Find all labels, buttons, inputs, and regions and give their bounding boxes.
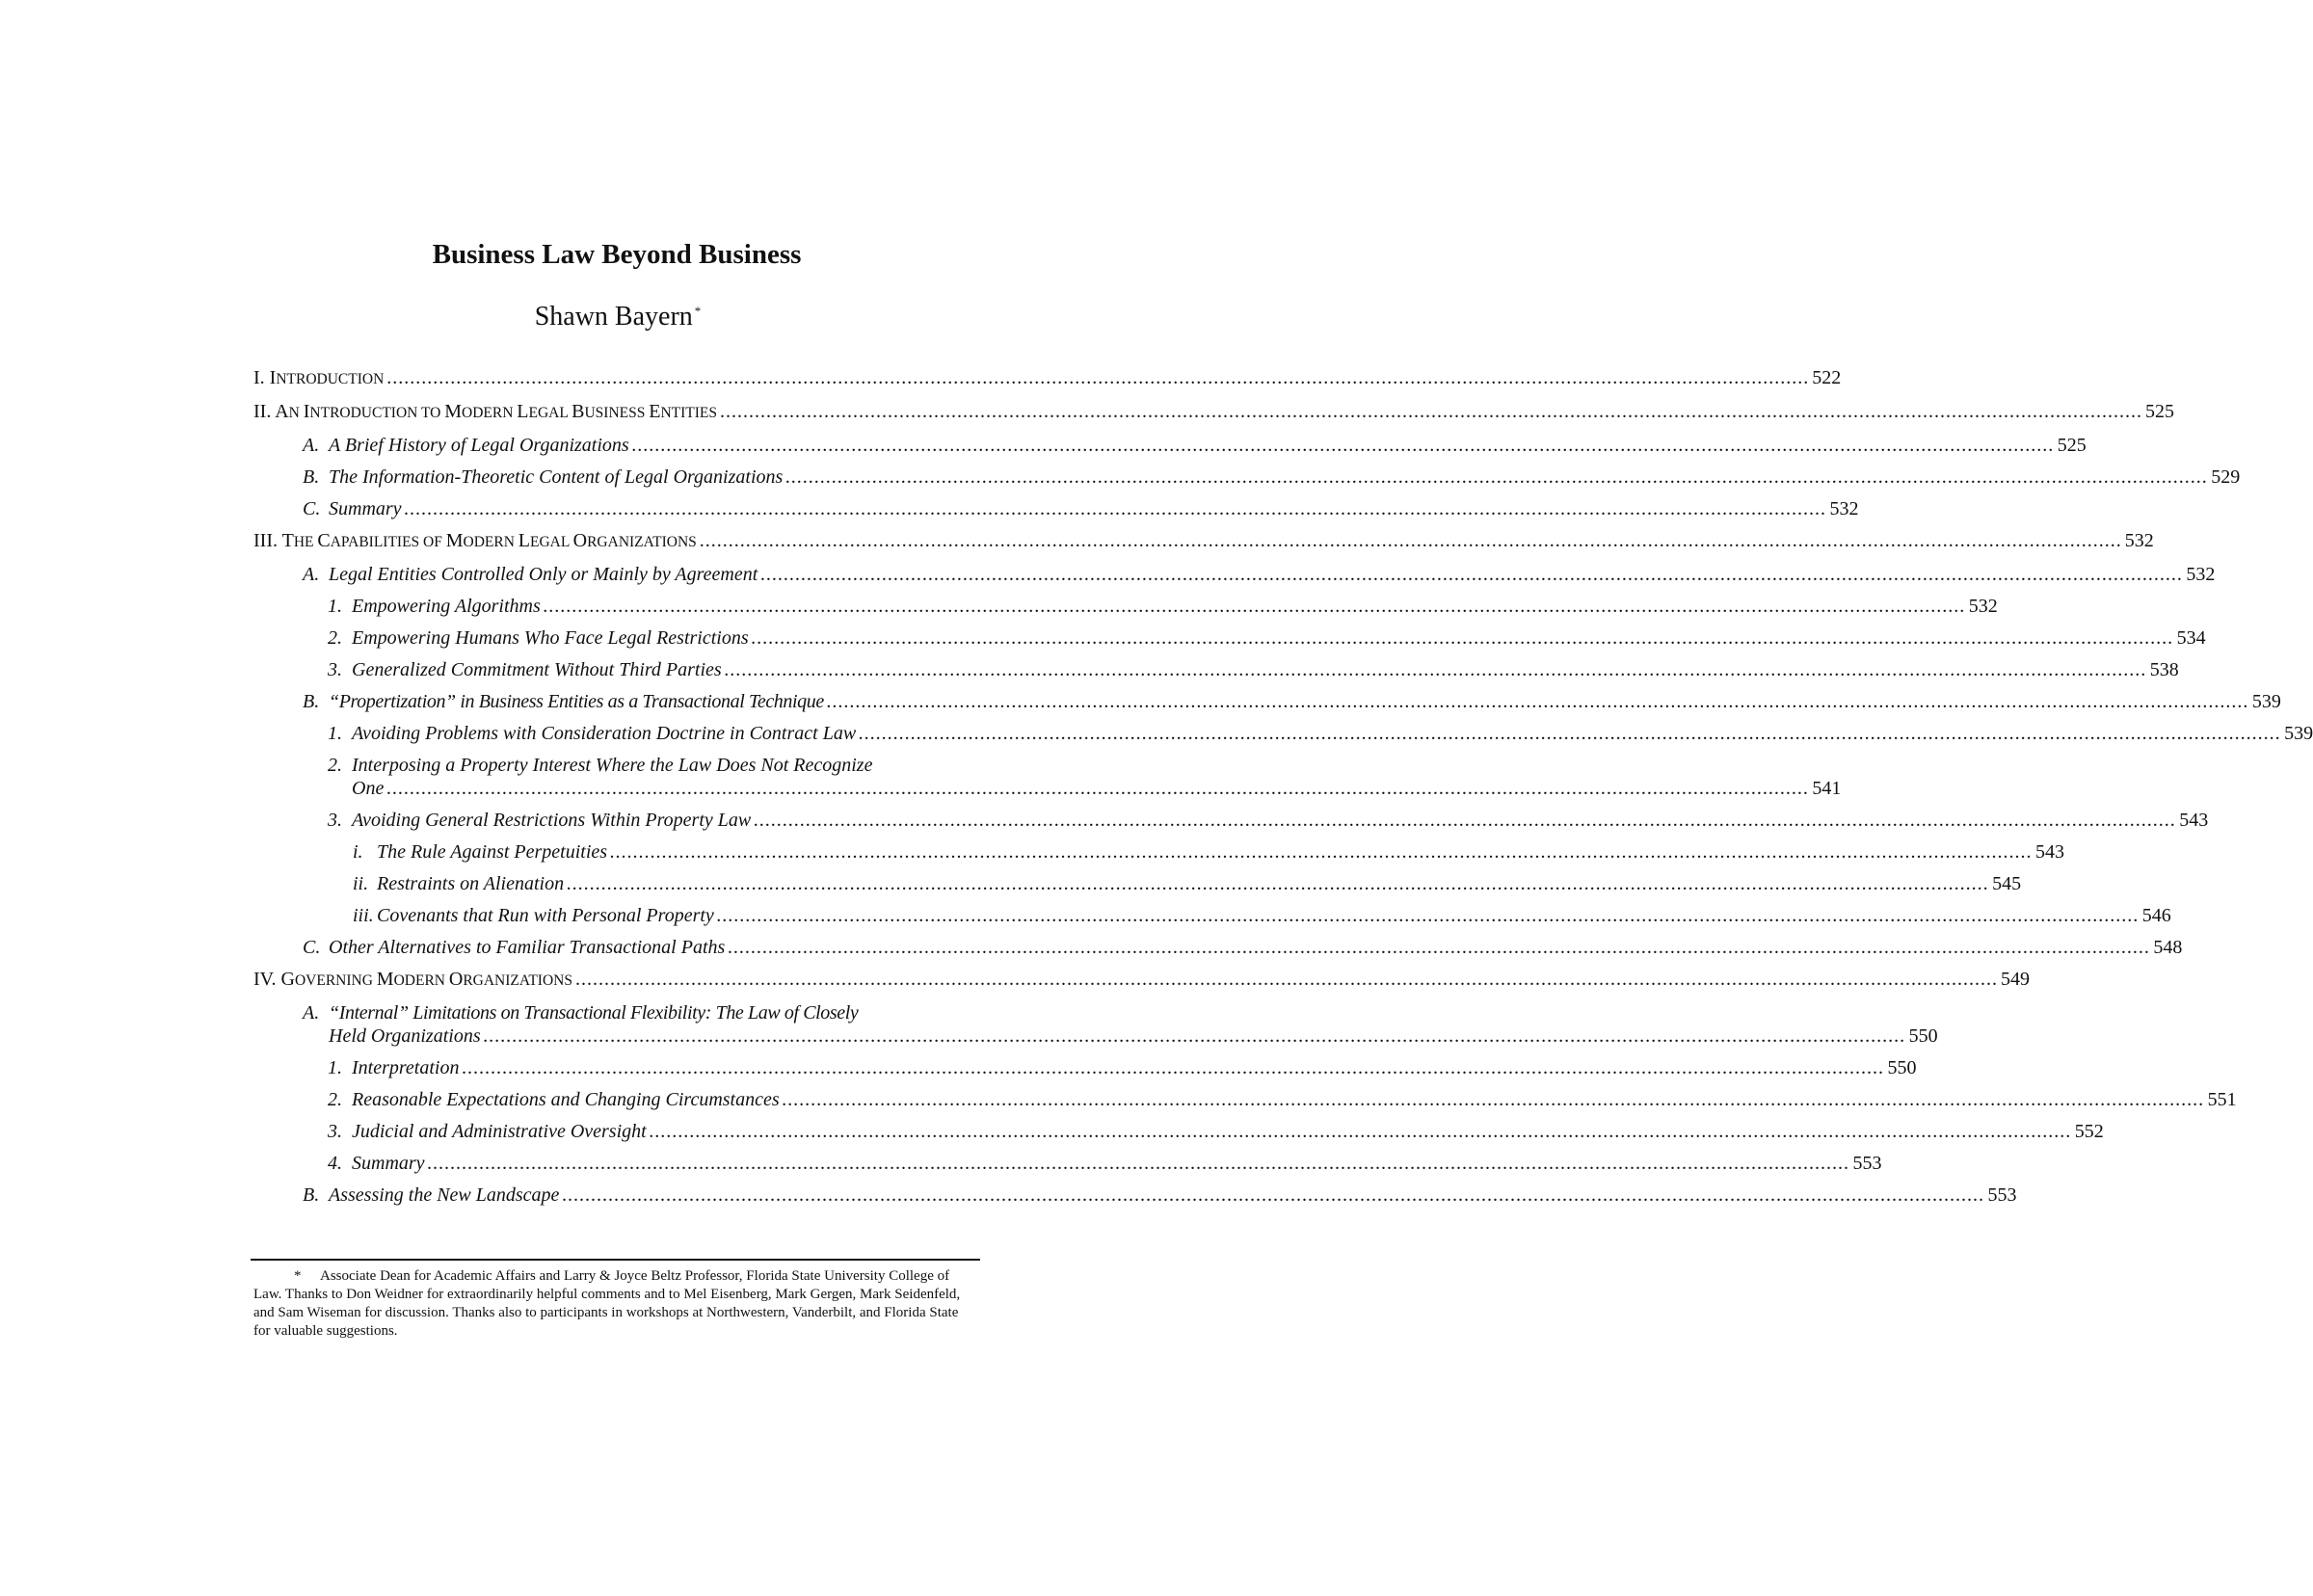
toc-leader (562, 1184, 1984, 1207)
toc-label: Legal Entities Controlled Only or Mainly by Agreement (329, 564, 758, 585)
toc-leader (725, 658, 2147, 681)
toc-marker: iii. (353, 905, 374, 926)
toc-label-line-1: Interposing a Property Interest Where the Law Does Not Recognize (352, 755, 873, 776)
toc-page-number: 539 (2251, 691, 2281, 712)
toc-leader (567, 872, 1989, 895)
footnote-text: Associate Dean for Academic Affairs and Larry & Joyce Beltz Professor, Florida State University College of Law. Thanks to Don Weidner for extraordinarily helpful comments and to Mel Eisenberg, Mark Gergen, Mark Seidenfeld, and Sam Wiseman for discussion. Thanks also to participants in workshops at Northwestern, Vanderbilt, and Florida State for valuable suggestions. (253, 1268, 961, 1339)
toc-page-number: 552 (2074, 1121, 2104, 1142)
toc-marker: 4. (328, 1153, 342, 1174)
toc-page-number: 541 (1812, 778, 1842, 799)
toc-page-number: 551 (2207, 1089, 2237, 1110)
toc-leader (754, 809, 2176, 832)
author-line (0, 302, 1234, 332)
toc-leader (700, 529, 2122, 552)
toc-page-number: 548 (2153, 937, 2183, 958)
toc-label: Avoiding Problems with Consideration Doctrine in Contract Law (352, 723, 857, 744)
toc-page-number: 525 (2057, 435, 2087, 456)
toc-label: Empowering Humans Who Face Legal Restrictions (352, 627, 749, 649)
toc-entry-section-3a (253, 563, 2216, 586)
toc-leader (610, 840, 2033, 864)
toc-marker: C. (303, 937, 321, 958)
toc-entry-section-3b1 (253, 722, 2313, 745)
toc-leader (544, 595, 1966, 618)
toc-entry-section-3 (253, 529, 2154, 554)
toc-label: Empowering Algorithms (352, 596, 541, 617)
toc-page-number: 553 (1987, 1184, 2017, 1206)
toc-page-number: 543 (2179, 810, 2209, 831)
toc-page-number: 550 (1887, 1057, 1917, 1078)
toc-page-number: 532 (2124, 530, 2154, 551)
toc-entry-section-3b3iii (253, 904, 2171, 927)
toc-entry-section-4 (253, 968, 2030, 993)
toc-leader (717, 904, 2140, 927)
toc-label: I. INTRODUCTION (253, 367, 385, 388)
toc-entry-section-3b3i (253, 840, 2065, 864)
footnote-marker: * (294, 1268, 302, 1284)
toc-page-number: 534 (2176, 627, 2206, 649)
toc-marker: 2. (328, 627, 342, 649)
footnote-divider (251, 1259, 980, 1261)
toc-marker: A. (303, 1002, 320, 1024)
toc-entry-section-3b3 (253, 809, 2209, 832)
toc-entry-section-3c (253, 936, 2183, 959)
toc-page-number: 532 (2186, 564, 2216, 585)
toc-marker: 1. (328, 723, 342, 744)
toc-marker: B. (303, 1184, 320, 1206)
toc-label: Other Alternatives to Familiar Transactional Paths (329, 937, 726, 958)
toc-leader (760, 563, 2183, 586)
toc-label-line-2: One (352, 778, 385, 799)
toc-leader (783, 1088, 2205, 1111)
toc-entry-section-2b (253, 466, 2241, 489)
toc-page-number: 529 (2211, 466, 2241, 488)
toc-leader (428, 1152, 1850, 1175)
toc-page-number: 539 (2284, 723, 2313, 744)
toc-entry-section-2 (253, 400, 2174, 425)
toc-label: Covenants that Run with Personal Property (377, 905, 714, 926)
toc-marker: 3. (328, 810, 342, 831)
toc-marker: B. (303, 691, 320, 712)
toc-marker: B. (303, 466, 320, 488)
toc-marker: i. (353, 841, 363, 863)
toc-page-number: 522 (1812, 367, 1842, 388)
toc-entry-section-2a (253, 434, 2087, 457)
toc-label: Assessing the New Landscape (329, 1184, 560, 1206)
toc-label: Restraints on Alienation (377, 873, 565, 894)
toc-label: Judicial and Administrative Oversight (352, 1121, 647, 1142)
toc-entry-section-4a3 (253, 1120, 2104, 1143)
toc-marker: 1. (328, 1057, 342, 1078)
toc-label: The Rule Against Perpetuities (377, 841, 608, 863)
toc-label: Summary (329, 498, 402, 519)
toc-marker: 1. (328, 596, 342, 617)
toc-leader (386, 777, 1809, 800)
toc-entry-section-4b (253, 1184, 2017, 1207)
toc-leader (632, 434, 2055, 457)
toc-leader (785, 466, 2208, 489)
toc-label: III. THE CAPABILITIES OF MODERN LEGAL ORGANIZATIONS (253, 530, 697, 551)
toc-label: Reasonable Expectations and Changing Circumstances (352, 1089, 780, 1110)
toc-entry-section-3a2 (253, 626, 2206, 650)
toc-marker: ii. (353, 873, 369, 894)
toc-page-number: 543 (2035, 841, 2065, 863)
toc-entry-section-3a1 (253, 595, 1998, 618)
toc-page-number: 532 (1968, 596, 1998, 617)
toc-page-number: 545 (1992, 873, 2022, 894)
toc-entry-section-3b3ii (253, 872, 2022, 895)
toc-leader (484, 1024, 1906, 1048)
toc-entry-section-4a1 (253, 1056, 1917, 1079)
toc-label: The Information-Theoretic Content of Legal Organizations (329, 466, 784, 488)
toc-marker: A. (303, 435, 320, 456)
toc-leader (405, 497, 1827, 520)
toc-label: Avoiding General Restrictions Within Property Law (352, 810, 752, 831)
toc-entry-section-4a2 (253, 1088, 2237, 1111)
toc-page-number: 532 (1829, 498, 1859, 519)
toc-label: Interpretation (352, 1057, 460, 1078)
toc-marker: 3. (328, 659, 342, 680)
toc-label: Generalized Commitment Without Third Parties (352, 659, 722, 680)
toc-entry-section-2c (253, 497, 1859, 520)
toc-leader (462, 1056, 1884, 1079)
toc-marker: 2. (328, 755, 342, 776)
toc-page-number: 538 (2149, 659, 2179, 680)
toc-leader (386, 366, 1809, 389)
toc-entry-section-4a4 (253, 1152, 1882, 1175)
toc-leader (728, 936, 2150, 959)
toc-page-number: 553 (1852, 1153, 1882, 1174)
toc-page-number: 549 (2000, 969, 2030, 990)
toc-marker: C. (303, 498, 321, 519)
toc-entry-introduction (253, 366, 1842, 391)
toc-entry-section-3b2 (253, 754, 1842, 800)
toc-marker: A. (303, 564, 320, 585)
toc-label: II. AN INTRODUCTION TO MODERN LEGAL BUSINESS ENTITIES (253, 401, 717, 422)
table-of-contents (253, 366, 2313, 1215)
toc-leader (575, 968, 1998, 991)
toc-page-number: 546 (2141, 905, 2171, 926)
toc-leader (752, 626, 2174, 650)
toc-marker: 3. (328, 1121, 342, 1142)
toc-label-line-1: “Internal” Limitations on Transactional Flexibility: The Law of Closely (329, 1002, 859, 1024)
article-title: Business Law Beyond Business (432, 239, 802, 270)
toc-label: “Propertization” in Business Entities as a Transactional Technique (329, 691, 824, 712)
toc-leader (827, 690, 2249, 713)
toc-entry-section-4a (253, 1001, 1938, 1048)
toc-entry-section-3b (253, 690, 2281, 713)
toc-marker: 2. (328, 1089, 342, 1110)
toc-label: IV. GOVERNING MODERN ORGANIZATIONS (253, 969, 572, 990)
toc-entry-section-3a3 (253, 658, 2179, 681)
toc-label: A Brief History of Legal Organizations (329, 435, 629, 456)
author-footnote-marker: * (694, 304, 702, 318)
toc-label-line-2: Held Organizations (329, 1025, 481, 1047)
toc-page-number: 525 (2145, 401, 2174, 422)
toc-leader (720, 400, 2142, 423)
toc-leader (859, 722, 2281, 745)
toc-leader (650, 1120, 2072, 1143)
toc-page-number: 550 (1908, 1025, 1938, 1047)
author-name: Shawn Bayern (534, 302, 693, 332)
footnote (253, 1267, 962, 1341)
toc-label: Summary (352, 1153, 425, 1174)
